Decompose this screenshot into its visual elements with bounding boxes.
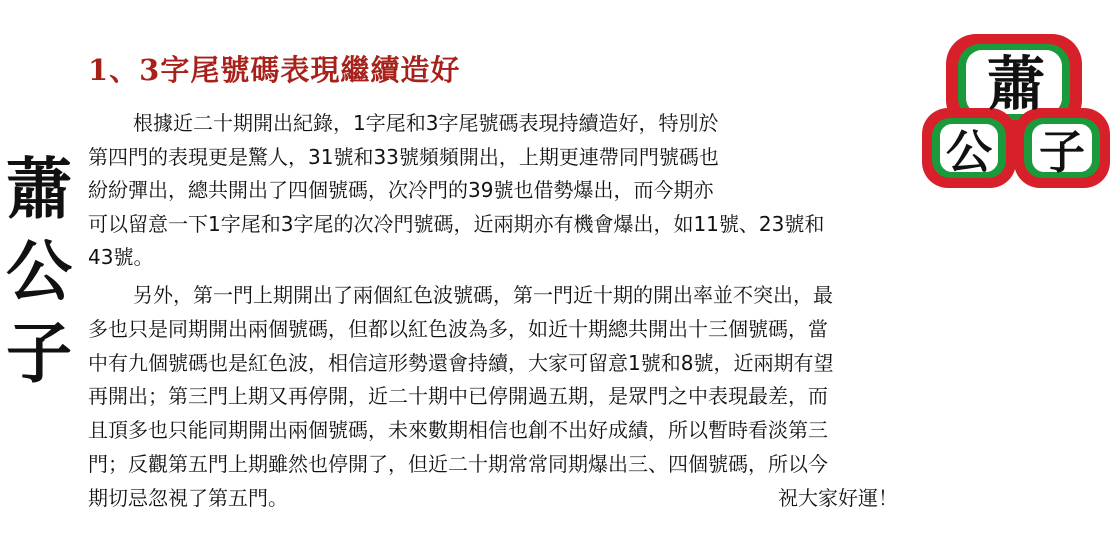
side-name-char-2: 公 <box>6 232 72 310</box>
logo-top-char: 蕭 <box>986 50 1046 118</box>
side-name-vertical <box>6 148 72 394</box>
side-name-char-3: 子 <box>6 314 72 392</box>
logo <box>920 28 1112 192</box>
side-name-char-1: 蕭 <box>6 150 72 228</box>
article-heading: 1、3字尾號碼表現繼續造好 <box>88 53 461 87</box>
paragraph1-line-4: 可以留意一下1字尾和3字尾的次冷門號碼，近兩期亦有機會爆出，如11號、23號和 <box>88 212 825 236</box>
paragraph1-line-5: 43號。 <box>88 245 154 269</box>
paragraph1-line-3: 紛紛彈出，總共開出了四個號碼，次冷門的39號也借勢爆出，而今期亦 <box>88 178 714 202</box>
paragraph2-line-5: 且頂多也只能同期開出兩個號碼，未來數期相信也創不出好成績，所以暫時看淡第三 <box>88 418 828 442</box>
logo-right-char: 子 <box>1039 125 1085 179</box>
closing-greeting: 祝大家好運！ <box>778 486 898 510</box>
paragraph2-line-6: 門；反觀第五門上期雖然也停開了，但近二十期常常同期爆出三、四個號碼，所以今 <box>88 452 828 476</box>
paragraph2-line-3: 中有九個號碼也是紅色波，相信這形勢還會持續，大家可留意1號和8號，近兩期有望 <box>88 351 834 375</box>
paragraph2-line-1: 另外，第一門上期開出了兩個紅色波號碼，第一門近十期的開出率並不突出，最 <box>133 283 833 307</box>
paragraph1-line-1: 根據近二十期開出紀錄，1字尾和3字尾號碼表現持續造好，特別於 <box>133 111 719 135</box>
logo-left-char: 公 <box>946 125 992 179</box>
paragraph2-line-4: 再開出；第三門上期又再停開，近二十期中已停開過五期，是眾門之中表現最差，而 <box>88 384 828 408</box>
paragraph2-line-2: 多也只是同期開出兩個號碼，但都以紅色波為多，如近十期總共開出十三個號碼，當 <box>88 317 828 341</box>
paragraph2-line-7: 期切忌忽視了第五門。 <box>88 486 288 510</box>
paragraph1-line-2: 第四門的表現更是驚人，31號和33號頻頻開出，上期更連帶同門號碼也 <box>88 145 719 169</box>
